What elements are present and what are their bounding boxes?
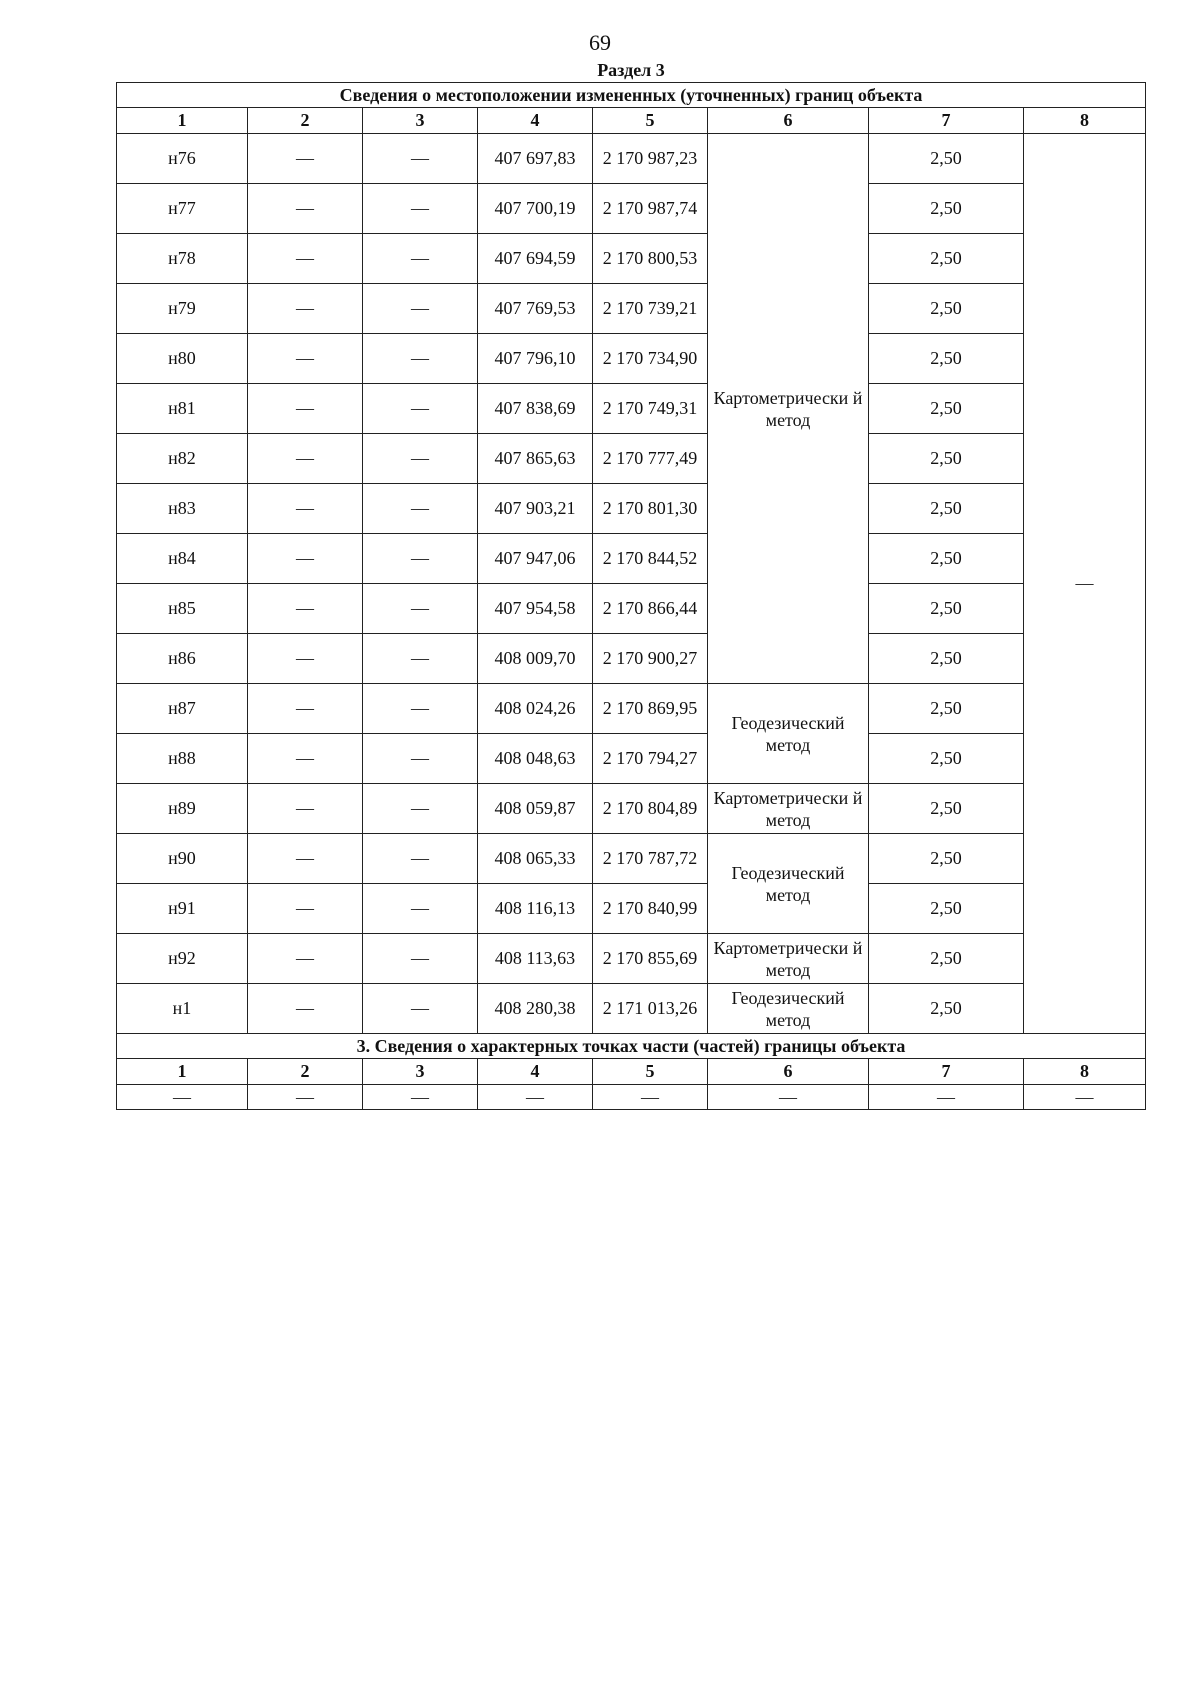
table-row (117, 534, 1146, 584)
table-row (117, 634, 1146, 684)
table-row (117, 584, 1146, 634)
x-coordinate-cell: 407 697,83 (478, 134, 593, 184)
accuracy-cell: 2,50 (869, 634, 1024, 684)
table-row (117, 884, 1146, 934)
col2-cell: — (248, 584, 363, 634)
x-coordinate-cell: 407 954,58 (478, 584, 593, 634)
x-coordinate-cell: 408 009,70 (478, 634, 593, 684)
y-coordinate-cell: 2 170 749,31 (593, 384, 708, 434)
y-coordinate-cell: 2 170 840,99 (593, 884, 708, 934)
table2-cell: — (593, 1085, 708, 1110)
table-row (117, 734, 1146, 784)
section-label: Раздел 3 (597, 60, 665, 80)
col2-cell: — (248, 684, 363, 734)
point-name-cell: н86 (117, 634, 248, 684)
x-coordinate-cell: 408 065,33 (478, 834, 593, 884)
col2-cell: — (248, 634, 363, 684)
y-coordinate-cell: 2 170 794,27 (593, 734, 708, 784)
y-coordinate-cell: 2 170 801,30 (593, 484, 708, 534)
table-body (117, 83, 1146, 1110)
col2-cell: — (248, 734, 363, 784)
table-row (117, 284, 1146, 334)
x-coordinate-cell: 408 116,13 (478, 884, 593, 934)
accuracy-cell: 2,50 (869, 734, 1024, 784)
column-header: 5 (593, 1059, 708, 1085)
table-row (117, 784, 1146, 834)
page-number: 69 (589, 30, 611, 55)
col2-cell: — (248, 884, 363, 934)
col3-cell: — (363, 934, 478, 984)
col3-cell: — (363, 484, 478, 534)
col2-cell: — (248, 534, 363, 584)
column-header: 4 (478, 1059, 593, 1085)
col2-cell: — (248, 484, 363, 534)
col3-cell: — (363, 734, 478, 784)
method-cell: Картометрически й метод (708, 134, 869, 684)
accuracy-cell: 2,50 (869, 684, 1024, 734)
column-header: 4 (478, 108, 593, 134)
accuracy-cell: 2,50 (869, 484, 1024, 534)
col3-cell: — (363, 534, 478, 584)
col3-cell: — (363, 984, 478, 1034)
point-name-cell: н80 (117, 334, 248, 384)
y-coordinate-cell: 2 170 987,23 (593, 134, 708, 184)
accuracy-cell: 2,50 (869, 834, 1024, 884)
col3-cell: — (363, 834, 478, 884)
table-row (117, 834, 1146, 884)
table1-title: Сведения о местоположении измененных (уточненных) границ объекта (117, 83, 1146, 108)
boundary-table (116, 82, 1146, 1110)
method-cell: Геодезический метод (708, 984, 869, 1034)
col2-cell: — (248, 784, 363, 834)
column-header: 2 (248, 108, 363, 134)
accuracy-cell: 2,50 (869, 934, 1024, 984)
col3-cell: — (363, 884, 478, 934)
col2-cell: — (248, 284, 363, 334)
point-name-cell: н78 (117, 234, 248, 284)
table-row (117, 184, 1146, 234)
table-row (117, 384, 1146, 434)
table-row (117, 234, 1146, 284)
point-name-cell: н90 (117, 834, 248, 884)
column-header: 2 (248, 1059, 363, 1085)
y-coordinate-cell: 2 170 987,74 (593, 184, 708, 234)
y-coordinate-cell: 2 170 900,27 (593, 634, 708, 684)
y-coordinate-cell: 2 170 787,72 (593, 834, 708, 884)
table2-cell: — (117, 1085, 248, 1110)
x-coordinate-cell: 407 903,21 (478, 484, 593, 534)
x-coordinate-cell: 408 280,38 (478, 984, 593, 1034)
point-name-cell: н82 (117, 434, 248, 484)
column-header: 1 (117, 1059, 248, 1085)
y-coordinate-cell: 2 170 844,52 (593, 534, 708, 584)
y-coordinate-cell: 2 170 855,69 (593, 934, 708, 984)
table2-cell: — (869, 1085, 1024, 1110)
col2-cell: — (248, 184, 363, 234)
col3-cell: — (363, 784, 478, 834)
column-header: 7 (869, 108, 1024, 134)
x-coordinate-cell: 407 838,69 (478, 384, 593, 434)
col2-cell: — (248, 434, 363, 484)
column-header: 3 (363, 108, 478, 134)
col3-cell: — (363, 634, 478, 684)
column-header: 7 (869, 1059, 1024, 1085)
x-coordinate-cell: 407 694,59 (478, 234, 593, 284)
column-header: 5 (593, 108, 708, 134)
x-coordinate-cell: 408 024,26 (478, 684, 593, 734)
accuracy-cell: 2,50 (869, 384, 1024, 434)
col3-cell: — (363, 434, 478, 484)
x-coordinate-cell: 408 048,63 (478, 734, 593, 784)
col3-cell: — (363, 384, 478, 434)
accuracy-cell: 2,50 (869, 434, 1024, 484)
col2-cell: — (248, 384, 363, 434)
point-name-cell: н77 (117, 184, 248, 234)
table2-title: 3. Сведения о характерных точках части (частей) границы объекта (117, 1034, 1146, 1059)
method-cell: Геодезический метод (708, 684, 869, 784)
accuracy-cell: 2,50 (869, 784, 1024, 834)
point-name-cell: н87 (117, 684, 248, 734)
method-cell: Картометрически й метод (708, 784, 869, 834)
point-name-cell: н1 (117, 984, 248, 1034)
table-row (117, 984, 1146, 1034)
column-header: 1 (117, 108, 248, 134)
accuracy-cell: 2,50 (869, 184, 1024, 234)
method-cell: Картометрически й метод (708, 934, 869, 984)
column8-cell: — (1024, 134, 1146, 1034)
col2-cell: — (248, 234, 363, 284)
col3-cell: — (363, 134, 478, 184)
col3-cell: — (363, 684, 478, 734)
col3-cell: — (363, 284, 478, 334)
point-name-cell: н83 (117, 484, 248, 534)
col2-cell: — (248, 984, 363, 1034)
col2-cell: — (248, 934, 363, 984)
column-header: 3 (363, 1059, 478, 1085)
column-header: 8 (1024, 108, 1146, 134)
accuracy-cell: 2,50 (869, 234, 1024, 284)
col2-cell: — (248, 334, 363, 384)
table2-cell: — (478, 1085, 593, 1110)
y-coordinate-cell: 2 170 804,89 (593, 784, 708, 834)
y-coordinate-cell: 2 170 800,53 (593, 234, 708, 284)
x-coordinate-cell: 407 769,53 (478, 284, 593, 334)
accuracy-cell: 2,50 (869, 134, 1024, 184)
y-coordinate-cell: 2 170 777,49 (593, 434, 708, 484)
point-name-cell: н76 (117, 134, 248, 184)
table-row (117, 334, 1146, 384)
table2-cell: — (363, 1085, 478, 1110)
col2-cell: — (248, 834, 363, 884)
x-coordinate-cell: 407 700,19 (478, 184, 593, 234)
accuracy-cell: 2,50 (869, 334, 1024, 384)
x-coordinate-cell: 407 796,10 (478, 334, 593, 384)
col2-cell: — (248, 134, 363, 184)
method-cell: Геодезический метод (708, 834, 869, 934)
point-name-cell: н81 (117, 384, 248, 434)
point-name-cell: н84 (117, 534, 248, 584)
accuracy-cell: 2,50 (869, 284, 1024, 334)
col3-cell: — (363, 584, 478, 634)
x-coordinate-cell: 408 113,63 (478, 934, 593, 984)
point-name-cell: н88 (117, 734, 248, 784)
table2-cell: — (248, 1085, 363, 1110)
table2-header-row (117, 1059, 1146, 1085)
table-row (117, 684, 1146, 734)
col3-cell: — (363, 234, 478, 284)
col3-cell: — (363, 184, 478, 234)
y-coordinate-cell: 2 170 734,90 (593, 334, 708, 384)
point-name-cell: н92 (117, 934, 248, 984)
table-row (117, 484, 1146, 534)
column-header: 6 (708, 108, 869, 134)
table-row (117, 434, 1146, 484)
y-coordinate-cell: 2 170 739,21 (593, 284, 708, 334)
table-row (117, 934, 1146, 984)
table2-cell: — (1024, 1085, 1146, 1110)
y-coordinate-cell: 2 170 866,44 (593, 584, 708, 634)
y-coordinate-cell: 2 170 869,95 (593, 684, 708, 734)
accuracy-cell: 2,50 (869, 584, 1024, 634)
table2-cell: — (708, 1085, 869, 1110)
y-coordinate-cell: 2 171 013,26 (593, 984, 708, 1034)
accuracy-cell: 2,50 (869, 884, 1024, 934)
x-coordinate-cell: 407 947,06 (478, 534, 593, 584)
accuracy-cell: 2,50 (869, 984, 1024, 1034)
table1-header-row (117, 108, 1146, 134)
col3-cell: — (363, 334, 478, 384)
point-name-cell: н89 (117, 784, 248, 834)
table-row (117, 134, 1146, 184)
x-coordinate-cell: 408 059,87 (478, 784, 593, 834)
point-name-cell: н79 (117, 284, 248, 334)
table2-row (117, 1085, 1146, 1110)
column-header: 6 (708, 1059, 869, 1085)
x-coordinate-cell: 407 865,63 (478, 434, 593, 484)
point-name-cell: н85 (117, 584, 248, 634)
accuracy-cell: 2,50 (869, 534, 1024, 584)
point-name-cell: н91 (117, 884, 248, 934)
column-header: 8 (1024, 1059, 1146, 1085)
